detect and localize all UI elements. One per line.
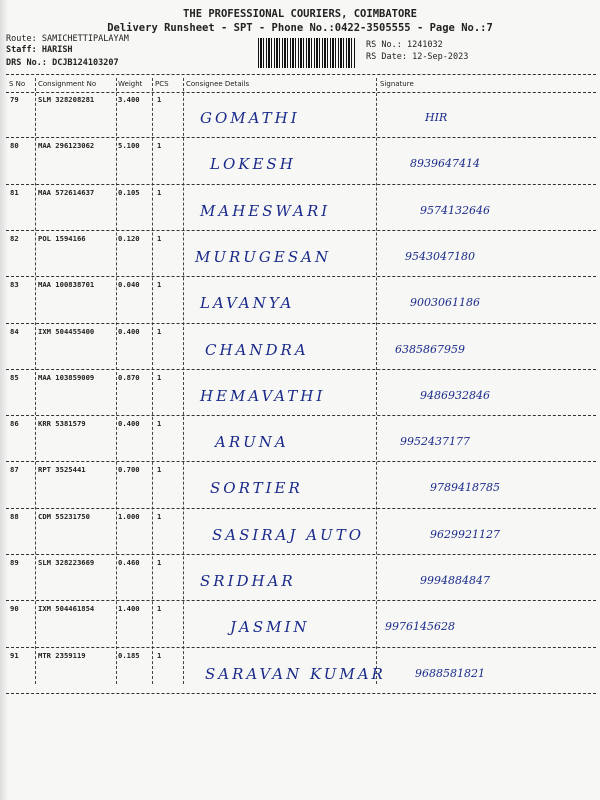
row-pcs: 1 (157, 419, 162, 429)
row-weight: 1.000 (118, 511, 140, 521)
row-weight: 0.870 (118, 372, 140, 382)
row-divider (6, 323, 596, 324)
row-sno: 89 (10, 558, 19, 567)
row-signature: 9789418785 (430, 481, 500, 495)
row-weight: 0.460 (118, 558, 140, 567)
row-divider (6, 508, 596, 509)
col-header-pcs: PCS (155, 80, 169, 88)
drs-value: DCJB124103207 (52, 58, 119, 68)
row-sno: 80 (10, 141, 19, 151)
row-sno: 86 (10, 419, 19, 429)
col-divider (183, 78, 184, 684)
row-pcs: 1 (157, 141, 162, 151)
route-label: Route: (6, 34, 37, 44)
row-consignee-name: CHANDRA (205, 340, 309, 359)
row-divider (6, 693, 596, 694)
row-sno: 90 (10, 604, 19, 614)
row-divider (6, 137, 596, 138)
row-pcs: 1 (157, 187, 162, 197)
row-divider (6, 184, 596, 185)
row-consignment-no: SLM 328223669 (38, 558, 95, 567)
row-weight: 0.105 (118, 187, 140, 197)
col-divider (152, 78, 153, 684)
row-pcs: 1 (157, 604, 162, 614)
row-weight: 5.100 (118, 141, 140, 151)
row-signature: 9952437177 (400, 435, 470, 449)
runsheet-title: Delivery Runsheet - SPT - Phone No.:0422-3505555 - Page No.:7 (107, 22, 493, 34)
header-top-rule (6, 74, 596, 75)
staff-label: Staff: (6, 45, 37, 55)
col-header-signature: Signature (380, 80, 414, 88)
row-consignment-no: POL 1594166 (38, 233, 86, 243)
company-title: THE PROFESSIONAL COURIERS, COIMBATORE (183, 8, 417, 20)
row-consignment-no: KRR 5381579 (38, 419, 86, 429)
row-weight: 0.400 (118, 419, 140, 429)
row-pcs: 1 (157, 465, 162, 475)
row-pcs: 1 (157, 650, 162, 660)
col-header-weight: Weight (118, 80, 143, 88)
row-consignment-no: MAA 296123062 (38, 141, 95, 151)
row-signature: 9629921127 (430, 527, 500, 541)
col-divider (116, 78, 117, 684)
row-consignee-name: SASIRAJ AUTO (212, 525, 364, 544)
rs-date-value: 12-Sep-2023 (412, 52, 469, 62)
row-consignee-name: MURUGESAN (195, 247, 332, 266)
row-divider (6, 415, 596, 416)
row-signature: 6385867959 (395, 342, 465, 356)
row-weight: 1.400 (118, 604, 140, 614)
row-consignee-name: SARAVAN KUMAR (205, 664, 386, 683)
row-signature: 9688581821 (415, 666, 485, 680)
row-sno: 84 (10, 326, 19, 336)
row-pcs: 1 (157, 511, 162, 521)
row-consignee-name: SORTIER (210, 479, 303, 498)
row-weight: 3.400 (118, 95, 140, 104)
row-sno: 83 (10, 280, 19, 290)
row-consignment-no: IXM 504461854 (38, 604, 95, 614)
rs-date-label: RS Date: (366, 52, 407, 62)
row-weight: 0.400 (118, 326, 140, 336)
staff-line (6, 45, 73, 55)
row-consignment-no: IXM 504455400 (38, 326, 95, 336)
row-signature: 9976145628 (385, 620, 455, 634)
row-consignee-name: JASMIN (230, 618, 310, 637)
row-signature: 9574132646 (420, 203, 490, 217)
row-consignment-no: MTR 2359119 (38, 650, 86, 660)
row-divider (6, 647, 596, 648)
row-sno: 87 (10, 465, 19, 475)
drs-label: DRS No.: (6, 58, 47, 68)
rs-no-label: RS No.: (366, 40, 402, 50)
row-consignee-name: LOKESH (210, 155, 296, 174)
row-sno: 79 (10, 95, 19, 104)
scan-edge (0, 0, 8, 800)
row-signature: 9003061186 (410, 296, 480, 310)
row-consignee-name: MAHESWARI (200, 201, 331, 220)
row-signature: HIR (425, 111, 448, 124)
row-divider (6, 461, 596, 462)
row-divider (6, 600, 596, 601)
row-sno: 88 (10, 511, 19, 521)
rs-date-line (366, 52, 468, 62)
row-signature: 8939647414 (410, 157, 480, 171)
row-signature: 9486932846 (420, 388, 490, 402)
row-consignment-no: MAA 572614637 (38, 187, 95, 197)
row-consignment-no: CDM 55231750 (38, 511, 90, 521)
route-line (6, 34, 129, 44)
row-consignee-name: GOMATHI (200, 109, 300, 127)
rs-no-line (366, 40, 443, 50)
row-weight: 0.040 (118, 280, 140, 290)
row-consignee-name: ARUNA (215, 433, 289, 452)
row-divider (6, 230, 596, 231)
row-consignee-name: LAVANYA (200, 294, 295, 313)
row-pcs: 1 (157, 326, 162, 336)
row-signature: 9543047180 (405, 249, 475, 263)
row-consignee-name: HEMAVATHI (200, 386, 326, 405)
row-sno: 91 (10, 650, 19, 660)
row-consignment-no: RPT 3525441 (38, 465, 86, 475)
col-divider (35, 78, 36, 684)
row-divider (6, 276, 596, 277)
row-consignment-no: MAA 100838701 (38, 280, 95, 290)
row-consignee-name: SRIDHAR (200, 572, 296, 590)
col-divider (376, 78, 377, 684)
row-pcs: 1 (157, 95, 162, 104)
row-pcs: 1 (157, 558, 162, 567)
drs-line (6, 58, 119, 68)
col-header-consignment: Consignment No (38, 80, 97, 88)
row-weight: 0.120 (118, 233, 140, 243)
barcode (258, 38, 356, 68)
col-header-consignee: Consignee Details (186, 80, 250, 88)
rs-no-value: 1241032 (406, 40, 443, 50)
row-pcs: 1 (157, 280, 162, 290)
row-sno: 82 (10, 233, 19, 243)
row-signature: 9994884847 (420, 574, 490, 587)
row-consignment-no: MAA 103859009 (38, 372, 95, 382)
row-consignment-no: SLM 328208281 (38, 95, 95, 104)
row-sno: 81 (10, 187, 19, 197)
route-value: SAMICHETTIPALAYAM (41, 34, 129, 44)
header-bottom-rule (6, 92, 596, 93)
staff-value: HARISH (41, 45, 73, 55)
row-pcs: 1 (157, 372, 162, 382)
row-sno: 85 (10, 372, 19, 382)
col-header-sno: S No (9, 80, 26, 88)
row-weight: 0.700 (118, 465, 140, 475)
row-weight: 0.185 (118, 650, 140, 660)
row-divider (6, 554, 596, 555)
row-pcs: 1 (157, 233, 162, 243)
row-divider (6, 369, 596, 370)
